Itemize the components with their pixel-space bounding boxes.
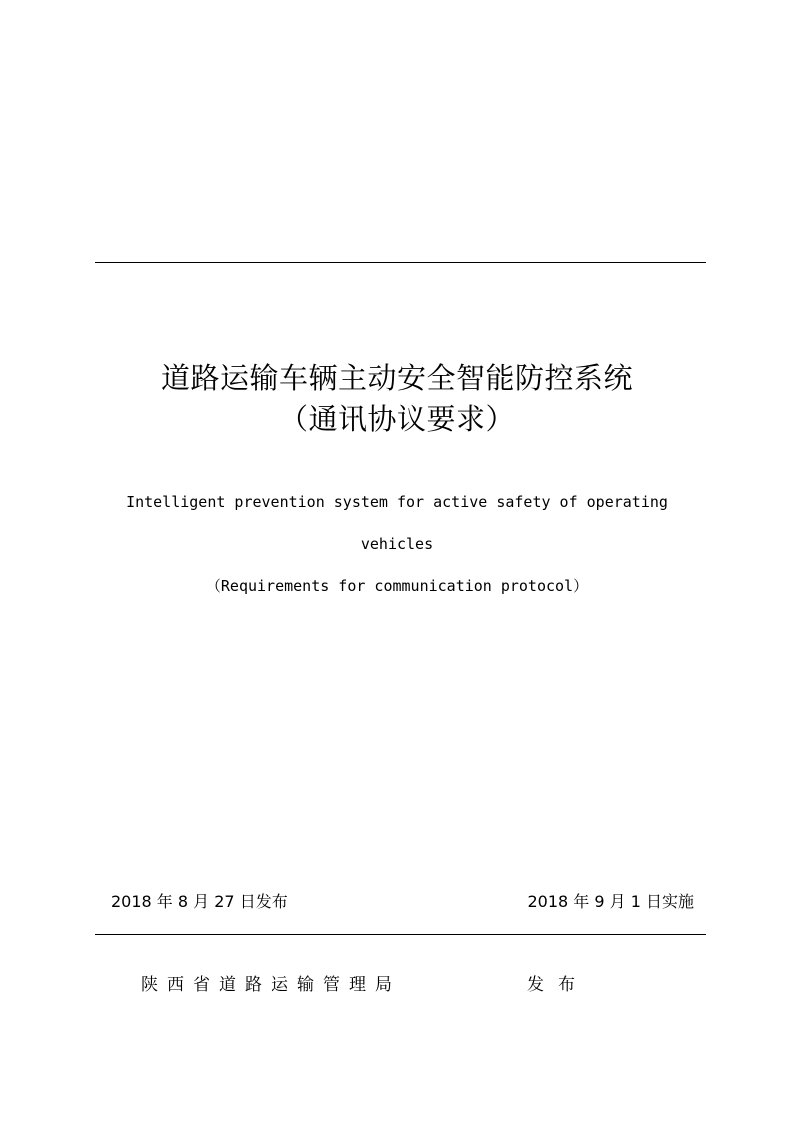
top-divider <box>95 262 706 263</box>
document-title-chinese: 道路运输车辆主动安全智能防控系统 <box>160 361 633 395</box>
document-title-english-line1: Intelligent prevention system for active safety of operating <box>126 493 668 511</box>
bottom-divider <box>95 934 706 935</box>
issue-date: 2018 年 8 月 27 日发布 <box>111 892 288 911</box>
document-subtitle-english: （Requirements for communication protocol） <box>205 577 589 595</box>
issue-label: 发布 <box>527 975 589 995</box>
issuing-authority: 陕西省道路运输管理局 <box>141 975 401 995</box>
implementation-date: 2018 年 9 月 1 日实施 <box>527 892 694 911</box>
document-subtitle-chinese: （通讯协议要求） <box>278 402 515 436</box>
document-title-english-line2: vehicles <box>360 535 434 553</box>
